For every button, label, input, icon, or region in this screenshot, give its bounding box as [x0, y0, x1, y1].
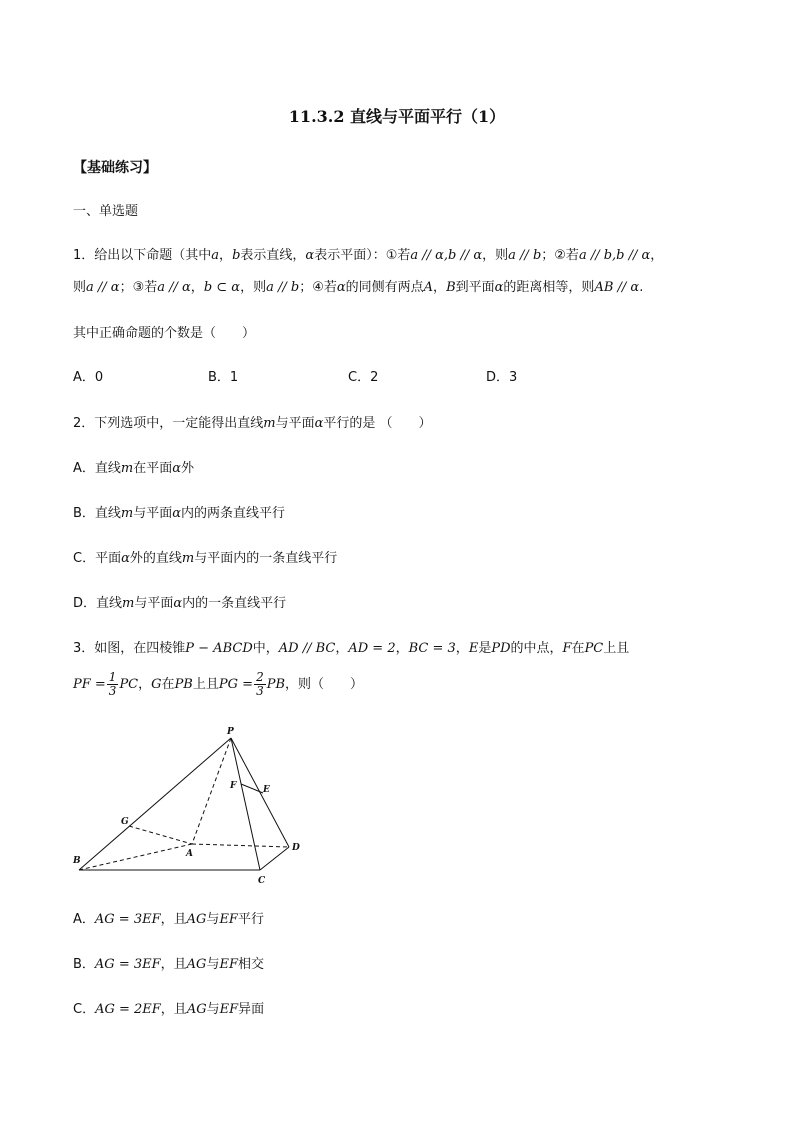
q1-math: B: [446, 280, 456, 295]
part-heading: 一、单选题: [73, 204, 139, 219]
fraction-two-thirds: [254, 671, 266, 698]
edge-pd: [231, 738, 289, 847]
q3-text: ，: [455, 641, 469, 656]
q3-text: 与: [206, 957, 220, 972]
q1-math: AB // α: [594, 280, 640, 295]
q3-text: 平行: [237, 912, 264, 927]
q1-text: 表示直线，: [240, 248, 306, 263]
q1-math: α: [494, 280, 504, 295]
edge-pb: [79, 738, 231, 870]
q2-math: m: [181, 551, 195, 566]
q3-text: 3．如图，在四棱锥: [73, 641, 186, 656]
q3-text: 与: [206, 1002, 220, 1017]
q1-text: 的距离相等，则: [503, 280, 595, 295]
q3-text: 是: [478, 641, 492, 656]
q2-text: 外的直线: [129, 551, 182, 566]
q1-text: 的同侧有两点: [345, 280, 424, 295]
q2-math: m: [120, 461, 134, 476]
fraction-numerator: 2: [256, 670, 264, 684]
q3-math: F: [562, 641, 572, 656]
q1-math: a // α,b // α: [410, 248, 483, 263]
label-a: A: [186, 849, 193, 859]
q3-math: G: [151, 677, 162, 692]
q3-math: PB: [174, 677, 193, 692]
q3-text: B．: [73, 957, 95, 972]
label-f: F: [230, 781, 237, 791]
label-g: G: [121, 817, 129, 827]
q1-line-1: [73, 246, 663, 266]
q1-text: ，则: [240, 280, 267, 295]
q3-option-c: [73, 1000, 264, 1020]
fraction-denominator: 3: [108, 684, 117, 698]
q3-math: AD // BC: [278, 641, 336, 656]
q2-option-d: [73, 594, 286, 614]
q3-math: E: [468, 641, 479, 656]
q2-text: C．平面: [73, 551, 122, 566]
q2-text: 与平面内的一条直线平行: [194, 551, 338, 566]
q1-text: 表示平面）：①若: [314, 248, 411, 263]
q3-math: AG: [186, 912, 207, 927]
q1-math: a // b: [266, 280, 300, 295]
pyramid-figure: [70, 722, 315, 892]
q1-text: ，: [190, 280, 204, 295]
q2-option-c: [73, 549, 337, 569]
q1-text: ，: [219, 248, 233, 263]
q1-option-b: B．1: [208, 370, 239, 385]
edge-pa-hidden: [192, 738, 231, 844]
q3-text: 中，: [252, 641, 279, 656]
q3-text: ，则（ ）: [285, 677, 364, 692]
q3-math: PB: [266, 677, 286, 692]
fraction-one-third: [107, 671, 119, 698]
q2-math: α: [173, 596, 183, 611]
q3-math: AG = 2EF: [95, 1002, 161, 1017]
q1-math: α: [305, 248, 315, 263]
q1-math: A: [423, 280, 434, 295]
q3-text: 上且: [192, 677, 219, 692]
q3-text: 与: [206, 912, 220, 927]
q3-text: 相交: [237, 957, 264, 972]
q1-math: a // α: [157, 280, 191, 295]
q3-option-a: [73, 910, 264, 930]
q3-text: ，: [138, 677, 152, 692]
q3-text: ，且: [160, 1002, 187, 1017]
q2-text: A．直线: [73, 461, 121, 476]
q2-text: 与平面: [134, 596, 174, 611]
q2-math: α: [314, 416, 324, 431]
q3-line-1: [73, 639, 629, 659]
q1-text: ，: [433, 280, 447, 295]
q3-math: AG = 3EF: [94, 957, 161, 972]
q3-text: C．: [73, 1002, 96, 1017]
q3-math: AG: [186, 1002, 207, 1017]
q2-math: α: [121, 551, 130, 566]
q1-math: b ⊂ α: [203, 280, 241, 295]
edge-pc: [231, 738, 260, 870]
q3-text: ，且: [160, 912, 187, 927]
edge-ad-hidden: [192, 844, 289, 847]
q3-text: A．: [73, 912, 95, 927]
q3-text: ，且: [160, 957, 187, 972]
q1-text: ；③若: [119, 280, 158, 295]
q3-math: AD = 2: [348, 641, 396, 656]
q3-math: PC: [119, 677, 139, 692]
page-title: 11.3.2 直线与平面平行（1）: [288, 107, 506, 126]
q2-text: 外: [181, 461, 195, 476]
q3-math: PF =: [73, 677, 106, 692]
q2-math: α: [172, 461, 182, 476]
q3-line-2: [73, 668, 363, 702]
q3-math: AG: [186, 957, 207, 972]
fraction-denominator: 3: [256, 684, 264, 698]
q2-text: D．直线: [73, 596, 123, 611]
q2-text: 与平面: [133, 506, 173, 521]
q3-math: PC: [584, 641, 604, 656]
q1-text: 1．给出以下命题（其中: [73, 248, 212, 263]
q3-math: PG =: [218, 677, 254, 692]
q2-math: m: [120, 506, 134, 521]
label-e: E: [263, 785, 270, 795]
q1-text: ，: [650, 248, 664, 263]
q3-math: EF: [219, 957, 238, 972]
q3-text: 的中点，: [510, 641, 563, 656]
q1-math: α: [336, 280, 346, 295]
q3-math: P − ABCD: [185, 641, 253, 656]
q1-option-c: C．2: [348, 370, 379, 385]
q3-text: 在: [571, 641, 585, 656]
q2-math: m: [122, 596, 135, 611]
q1-math: b: [232, 248, 241, 263]
q2-option-a: [73, 459, 194, 479]
q3-option-b: [73, 955, 264, 975]
q3-text: 异面: [238, 1002, 265, 1017]
q3-math: AG = 3EF: [94, 912, 161, 927]
segment-ga-hidden: [129, 826, 192, 844]
q1-math: a // α: [86, 280, 120, 295]
q3-math: EF: [219, 1002, 239, 1017]
q1-option-d: D．3: [486, 370, 518, 385]
q2-text: B．直线: [73, 506, 121, 521]
q2-text: 内的两条直线平行: [181, 506, 286, 521]
q1-text: 到平面: [455, 280, 495, 295]
q3-math: EF: [219, 912, 238, 927]
q3-math: BC = 3: [408, 641, 456, 656]
q1-line-3: 其中正确命题的个数是（ ）: [73, 326, 256, 341]
edge-cd: [260, 847, 289, 870]
q3-math: PD: [491, 641, 511, 656]
q1-text: ；②若: [541, 248, 579, 263]
q1-option-a: A．0: [73, 370, 104, 385]
q2-text: 与平面: [275, 416, 315, 431]
q1-line-2: [73, 278, 643, 298]
q1-text: .: [639, 280, 644, 295]
label-c: C: [258, 876, 266, 886]
fraction-numerator: 1: [108, 670, 117, 684]
q3-text: 上且: [603, 641, 630, 656]
q1-math: a // b: [508, 248, 542, 263]
q3-text: 在: [161, 677, 175, 692]
segment-ef: [241, 784, 263, 793]
q2-stem: [73, 414, 432, 434]
q2-text: 2．下列选项中，一定能得出直线: [73, 416, 264, 431]
q3-text: ，: [335, 641, 349, 656]
label-d: D: [292, 843, 300, 853]
q2-text: 在平面: [133, 461, 173, 476]
q1-math: a: [211, 248, 220, 263]
q2-text: 平行的是 （ ）: [323, 416, 432, 431]
q2-math: m: [263, 416, 276, 431]
q1-text: 则: [73, 280, 87, 295]
label-b: B: [73, 856, 81, 866]
q3-text: ，: [395, 641, 409, 656]
q1-text: ；④若: [299, 280, 337, 295]
q1-math: a // b,b // α: [578, 248, 651, 263]
q2-math: α: [172, 506, 182, 521]
q1-text: ，则: [482, 248, 509, 263]
q2-text: 内的一条直线平行: [182, 596, 287, 611]
section-heading: 【基础练习】: [73, 160, 157, 176]
label-p: P: [227, 727, 234, 737]
q2-option-b: [73, 504, 285, 524]
edge-ba-hidden: [79, 844, 192, 870]
